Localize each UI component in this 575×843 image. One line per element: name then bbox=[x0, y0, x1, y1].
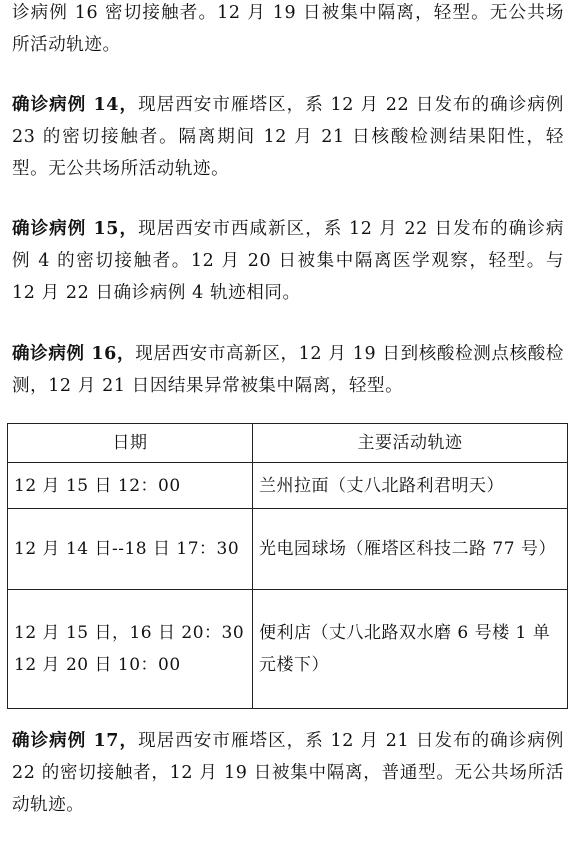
table-row bbox=[8, 590, 568, 709]
activity-track-table bbox=[7, 423, 568, 709]
table-header-row bbox=[8, 424, 568, 463]
paragraph-lead: 确诊病例 14， bbox=[12, 95, 139, 115]
paragraph-text: 现居西安市西咸新区，系 12 月 22 日发布的确诊病例 4 的密切接触者。12 月 20 日被集中隔离医学观察，轻型。与 12 月 22 日确诊病例 4 轨迹相同。 bbox=[12, 219, 564, 303]
table-cell-place: 兰州拉面（丈八北路利君明天） bbox=[253, 463, 568, 509]
paragraph-lead: 确诊病例 15， bbox=[12, 219, 139, 239]
table-cell-place: 便利店（丈八北路双水磨 6 号楼 1 单元楼下） bbox=[253, 590, 568, 709]
paragraph-case-14 bbox=[12, 89, 564, 185]
table-row bbox=[8, 463, 568, 509]
date-text: 12 月 15 日 12：00 bbox=[14, 475, 181, 496]
paragraph-case-13-tail bbox=[12, 0, 564, 61]
paragraph-text: 诊病例 16 密切接触者。12 月 19 日被集中隔离，轻型。无公共场所活动轨迹。 bbox=[12, 3, 564, 55]
paragraph-text: 现居西安市高新区，12 月 19 日到核酸检测点核酸检测，12 月 21 日因结果异常被集中隔离，轻型。 bbox=[12, 344, 564, 396]
table-row bbox=[8, 509, 568, 590]
paragraph-lead: 确诊病例 17， bbox=[12, 731, 139, 751]
paragraph-text: 现居西安市雁塔区，系 12 月 22 日发布的确诊病例 23 的密切接触者。隔离期间 12 月 21 日核酸检测结果阳性，轻型。无公共场所活动轨迹。 bbox=[12, 95, 564, 179]
paragraph-lead: 确诊病例 16， bbox=[12, 344, 136, 364]
table-cell-date bbox=[8, 509, 253, 590]
table-cell-date bbox=[8, 590, 253, 709]
date-text: 12 月 15 日，16 日 20：30 bbox=[14, 623, 245, 643]
date-text: 12 月 14 日--18 日 17：30 bbox=[14, 539, 240, 559]
table-header-track: 主要活动轨迹 bbox=[253, 424, 568, 463]
paragraph-case-16 bbox=[12, 338, 564, 402]
table-cell-date bbox=[8, 463, 253, 509]
table-cell-place: 光电园球场（雁塔区科技二路 77 号） bbox=[253, 509, 568, 590]
paragraph-text: 现居西安市雁塔区，系 12 月 21 日发布的确诊病例 22 的密切接触者，12 月 19 日被集中隔离，普通型。无公共场所活动轨迹。 bbox=[12, 731, 564, 815]
paragraph-case-15 bbox=[12, 213, 564, 309]
date-text: 12 月 20 日 10：00 bbox=[14, 655, 181, 675]
paragraph-case-17 bbox=[12, 725, 564, 821]
table-header-date: 日期 bbox=[8, 424, 253, 463]
